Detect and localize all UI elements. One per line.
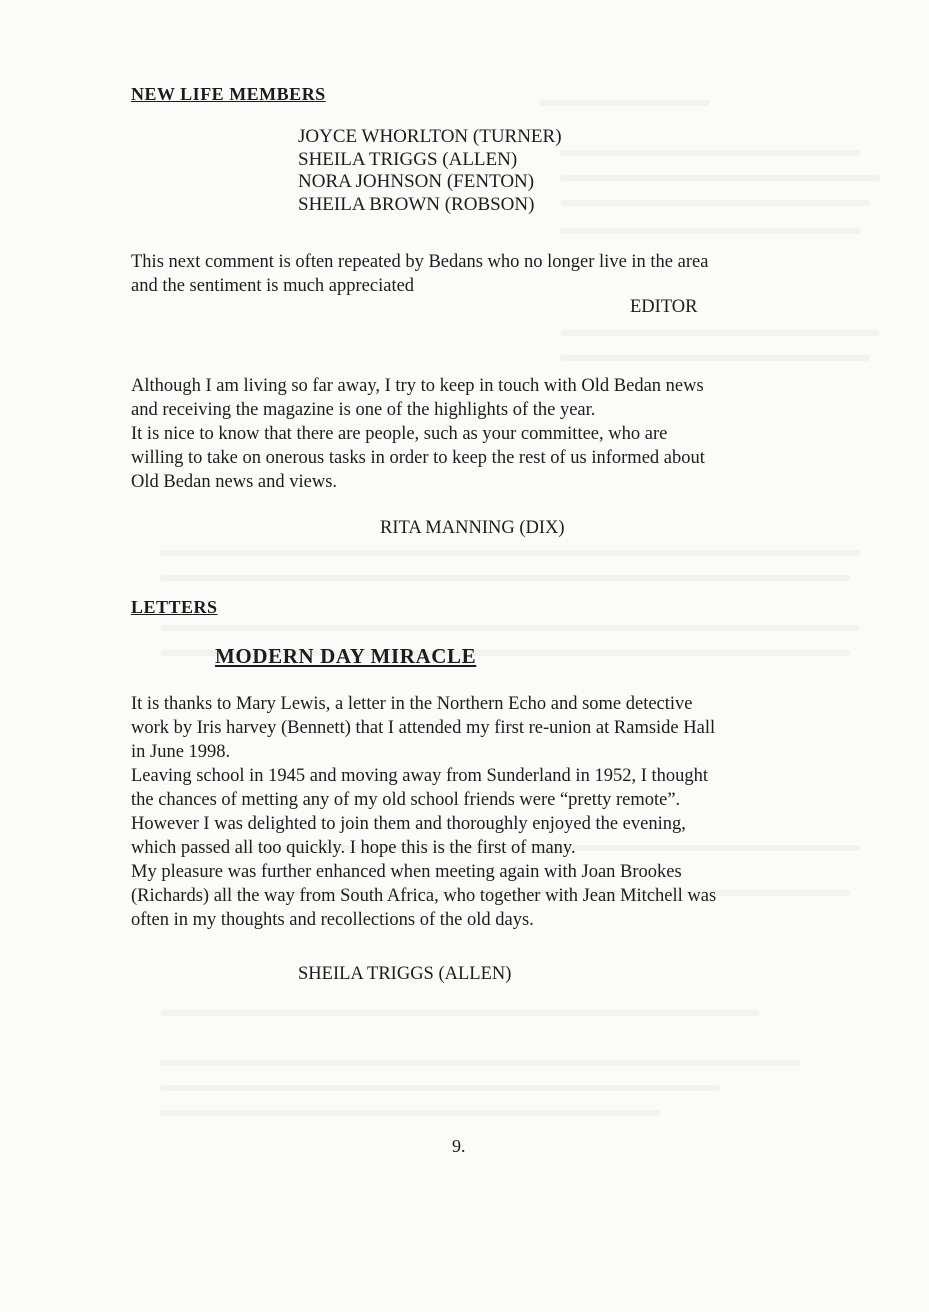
text-line: Old Bedan news and views. [131,472,338,492]
letter-title: MODERN DAY MIRACLE [215,644,477,668]
text-line: This next comment is often repeated by Bedans who no longer live in the area [131,252,709,272]
editor-note [131,250,708,298]
editor-signature: EDITOR [630,297,698,317]
text-line: Although I am living so far away, I try to keep in touch with Old Bedan news [131,376,704,396]
text-line: However I was delighted to join them and thoroughly enjoyed the evening, [131,814,686,834]
new-life-members-heading: NEW LIFE MEMBERS [131,84,326,104]
member-name: JOYCE WHORLTON (TURNER) [298,126,562,147]
text-line: Leaving school in 1945 and moving away from Sunderland in 1952, I thought [131,766,709,786]
text-line: often in my thoughts and recollections of the old days. [131,910,534,930]
text-line: willing to take on onerous tasks in order to keep the rest of us informed about [131,448,705,468]
letters-heading: LETTERS [131,597,218,617]
member-name: NORA JOHNSON (FENTON) [298,171,535,193]
text-line: (Richards) all the way from South Africa, who together with Jean Mitchell was [131,886,717,906]
text-line: and the sentiment is much appreciated [131,276,415,296]
text-line: It is thanks to Mary Lewis, a letter in the Northern Echo and some detective [131,694,693,714]
rita-letter-body [131,374,705,494]
page-number: 9. [452,1136,466,1156]
rita-signature: RITA MANNING (DIX) [380,518,565,538]
letter-body [131,692,716,932]
text-line: It is nice to know that there are people, such as your committee, who are [131,424,668,444]
member-name: SHEILA BROWN (ROBSON) [298,194,535,216]
member-name: SHEILA TRIGGS (ALLEN) [298,148,518,170]
text-line: and receiving the magazine is one of the highlights of the year. [131,400,596,420]
text-line: which passed all too quickly. I hope this is the first of many. [131,838,576,858]
text-line: in June 1998. [131,742,231,762]
text-line: work by Iris harvey (Bennett) that I attended my first re-union at Ramside Hall [131,718,716,738]
text-line: My pleasure was further enhanced when meeting again with Joan Brookes [131,862,682,882]
text-line: the chances of metting any of my old school friends were “pretty remote”. [131,790,681,810]
new-life-members-list [298,126,562,217]
letter-signature: SHEILA TRIGGS (ALLEN) [298,964,512,984]
